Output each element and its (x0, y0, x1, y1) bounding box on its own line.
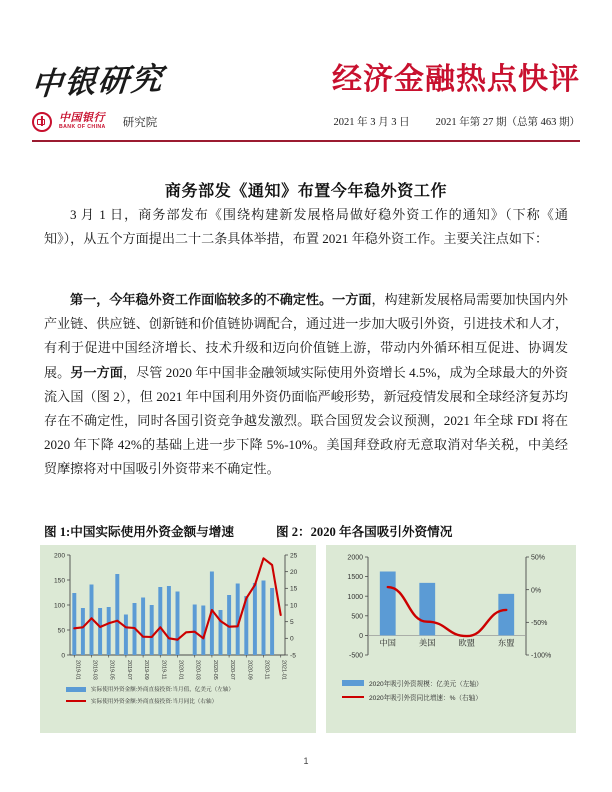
svg-text:500: 500 (351, 613, 363, 621)
figure-2-plot (326, 547, 576, 692)
svg-text:2020-07: 2020-07 (229, 660, 236, 680)
legend-label-bars: 2020年吸引外资规模：亿美元（左轴） (369, 681, 483, 688)
svg-text:2020-03: 2020-03 (194, 660, 201, 680)
boc-emblem-icon (32, 112, 52, 132)
page-number: 1 (303, 756, 309, 766)
svg-text:50: 50 (57, 627, 65, 635)
svg-text:2020-09: 2020-09 (246, 660, 253, 680)
svg-text:2020-11: 2020-11 (263, 660, 270, 680)
svg-text:2019-07: 2019-07 (125, 660, 132, 680)
page-title: 商务部发《通知》布置今年稳外资工作 (164, 183, 448, 200)
boc-name-en: BANK OF CHINA (59, 124, 106, 131)
svg-text:-50%: -50% (531, 619, 548, 627)
legend-item-bars (342, 678, 483, 688)
paragraph-bold-second: 另一方面 (70, 364, 123, 380)
svg-text:2019-03: 2019-03 (91, 660, 98, 680)
svg-text:0: 0 (359, 633, 363, 640)
svg-text:2021-01: 2021-01 (280, 660, 287, 680)
figure-1-chart (40, 545, 316, 733)
svg-text:0: 0 (290, 635, 294, 643)
paragraph-intro-text: 3 月 1 日，商务部发布《围绕构建新发展格局做好稳外资工作的通知》（下称《通知》），从五个方面提出二十二条具体举措，布置 2021 年稳外资工作。主要关注点如下： (44, 207, 568, 247)
svg-text:150: 150 (53, 577, 65, 585)
svg-text:2019-05: 2019-05 (108, 660, 115, 680)
svg-text:100: 100 (53, 602, 65, 610)
svg-text:25: 25 (290, 552, 298, 560)
boc-wordmark (59, 113, 106, 130)
paragraph-bold-lead: 第一，今年稳外资工作面临较多的不确定性。一方面 (70, 292, 372, 307)
legend-item-line (342, 692, 483, 702)
line-swatch-icon (66, 700, 86, 702)
issue-number: 2021 年第 27 期（总第 463 期） (435, 117, 580, 128)
legend-item-line (66, 697, 234, 705)
svg-text:50%: 50% (531, 554, 546, 562)
figure-titles-row (44, 521, 568, 540)
svg-text:20: 20 (290, 569, 298, 577)
svg-text:欧盟: 欧盟 (458, 638, 475, 648)
svg-text:1500: 1500 (347, 574, 363, 582)
brand-script-logo: 中银研究 (30, 61, 166, 102)
header-divider (32, 140, 580, 142)
bar-swatch-icon (342, 680, 364, 686)
svg-text:-5: -5 (290, 652, 296, 660)
figure-2-legend (342, 678, 483, 706)
svg-text:2019-09: 2019-09 (143, 660, 150, 680)
boc-name-cn: 中国银行 (59, 112, 105, 125)
legend-label-bars: 实际使用外资金额:外商直接投资:当月值，亿美元（左轴） (91, 687, 234, 693)
bar-swatch-icon (66, 687, 86, 692)
svg-text:1000: 1000 (347, 593, 363, 601)
figure-1-title: 图 1:中国实际使用外资金额与增速 (44, 525, 234, 539)
institute-label: 研究院 (122, 117, 158, 129)
figure-2-title: 图 2：2020 年各国吸引外资情况 (276, 525, 453, 539)
svg-text:东盟: 东盟 (498, 638, 515, 648)
svg-text:200: 200 (53, 552, 65, 560)
legend-label-line: 2020年吸引外资同比增速：%（右轴） (369, 695, 482, 702)
document-header (0, 44, 612, 154)
paragraph-mid-text: ，构建新发展格局需要加快国内外产业链、供应链、创新链和价值链协调配合，通过进一步加大吸引外资，引进技术和人才，有利于促进中国经济增长、技术升级和迈向价值链上游，带动内外循环相互促进、协调发展。 (44, 292, 569, 380)
svg-text:美国: 美国 (419, 638, 436, 648)
svg-text:10: 10 (290, 602, 298, 610)
svg-text:2000: 2000 (347, 554, 363, 562)
figures-container (40, 545, 576, 735)
svg-text:5: 5 (290, 619, 294, 627)
figure-2-chart (326, 545, 576, 733)
paragraph-point-one (44, 288, 568, 482)
svg-text:-500: -500 (348, 652, 363, 660)
line-swatch-icon (342, 696, 364, 699)
figure-1-plot (40, 547, 316, 697)
svg-text:2020-01: 2020-01 (177, 660, 184, 680)
svg-text:0: 0 (61, 652, 65, 660)
svg-text:中国: 中国 (379, 638, 396, 648)
bank-of-china-logo (32, 112, 157, 132)
publication-masthead: 经济金融热点快评 (332, 62, 580, 97)
legend-item-bars (66, 685, 234, 693)
svg-text:15: 15 (290, 585, 298, 593)
legend-label-line: 实际使用外资金额:外商直接投资:当月同比（右轴） (91, 699, 218, 705)
issue-info (334, 114, 581, 129)
publication-date: 2021 年 3 月 3 日 (333, 117, 410, 128)
paragraph-intro (44, 203, 568, 251)
figure-1-legend (66, 685, 234, 709)
svg-text:0%: 0% (531, 587, 542, 595)
svg-text:2019-11: 2019-11 (160, 660, 167, 680)
svg-text:2019-01: 2019-01 (74, 660, 81, 680)
svg-text:2020-05: 2020-05 (211, 660, 218, 680)
svg-text:-100%: -100% (531, 652, 552, 660)
paragraph-tail-text: ，尽管 2020 年中国非金融领域实际使用外资增长 4.5%，成为全球最大的外资流入国（图 2），但 2021 年中国利用外资仍面临严峻形势，新冠疫情发展和全球经济复苏均存在不确定性，同时各国引资竞争越发激烈。联合国贸发会议预测，2021 年全球 FDI 将在 2020 年下降 42%的基础上进一步下降 5%-10%。美国拜登政府无意取消对华关税，中美经贸摩擦将对中国吸引外资带来不确定性。 (44, 364, 569, 477)
